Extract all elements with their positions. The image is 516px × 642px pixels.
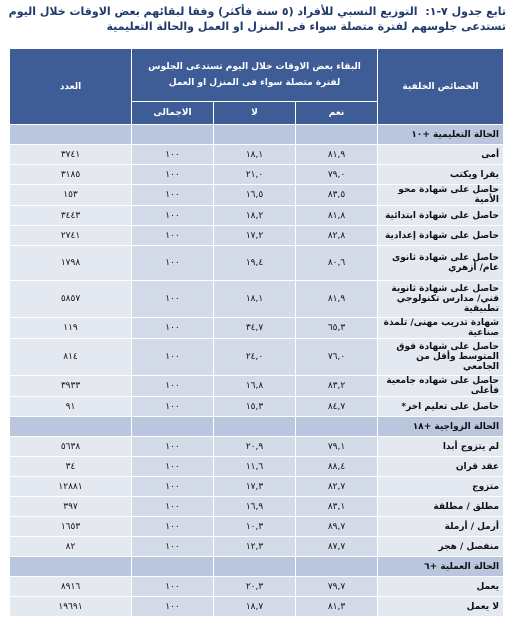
value-total: ١٠٠ bbox=[132, 318, 214, 339]
value-total: ١٠٠ bbox=[132, 226, 214, 246]
header-characteristics: الخصائص الخلفية bbox=[378, 49, 504, 125]
section-filler-cell bbox=[296, 125, 378, 145]
value-no: ١٩,٤ bbox=[214, 246, 296, 281]
value-no: ١٨,١ bbox=[214, 281, 296, 318]
value-no: ١١,٦ bbox=[214, 457, 296, 477]
table-row bbox=[10, 281, 504, 318]
table-row bbox=[10, 318, 504, 339]
value-total: ١٠٠ bbox=[132, 185, 214, 206]
value-total: ١٠٠ bbox=[132, 437, 214, 457]
header-total: الاجمالى bbox=[132, 102, 214, 125]
section-filler-cell bbox=[10, 125, 132, 145]
value-no: ١٨,٧ bbox=[214, 597, 296, 617]
value-total: ١٠٠ bbox=[132, 339, 214, 376]
section-filler-cell bbox=[132, 417, 214, 437]
table-row bbox=[10, 376, 504, 397]
section-filler-cell bbox=[132, 557, 214, 577]
value-count: ١١٩ bbox=[10, 318, 132, 339]
value-yes: ٨٣,٥ bbox=[296, 185, 378, 206]
value-count: ٩١ bbox=[10, 397, 132, 417]
value-total: ١٠٠ bbox=[132, 397, 214, 417]
value-no: ٢٠,٣ bbox=[214, 577, 296, 597]
value-total: ١٠٠ bbox=[132, 517, 214, 537]
value-yes: ٨٩,٧ bbox=[296, 517, 378, 537]
table-row bbox=[10, 145, 504, 165]
table-row bbox=[10, 226, 504, 246]
value-yes: ٨٢,٨ bbox=[296, 226, 378, 246]
value-total: ١٠٠ bbox=[132, 497, 214, 517]
table-number: تابع جدول ٧-١: bbox=[425, 5, 506, 18]
table-title-text: التوزيع النسبي للأفراد (٥ سنة فأكثر) وفقا لبقائهم بعض الاوقات خلال اليوم تستدعى جلوسهم لفترة متصلة سواء فى المنزل او العمل والحالة التعليمية bbox=[8, 5, 506, 33]
value-count: ١٩٦٩١ bbox=[10, 597, 132, 617]
value-count: ٥٨٥٧ bbox=[10, 281, 132, 318]
value-no: ١٦,٩ bbox=[214, 497, 296, 517]
row-label: حاصل على شهادة ثانوى عام/ أزهري bbox=[378, 246, 504, 281]
value-yes: ٨١,٣ bbox=[296, 597, 378, 617]
table-row bbox=[10, 597, 504, 617]
table-row bbox=[10, 457, 504, 477]
value-no: ٣٤,٧ bbox=[214, 318, 296, 339]
value-total: ١٠٠ bbox=[132, 206, 214, 226]
value-yes: ٨٠,٦ bbox=[296, 246, 378, 281]
value-total: ١٠٠ bbox=[132, 597, 214, 617]
value-count: ٣٤ bbox=[10, 457, 132, 477]
value-total: ١٠٠ bbox=[132, 376, 214, 397]
value-yes: ٦٥,٣ bbox=[296, 318, 378, 339]
row-label: حاصل على شهاده جامعية فأعلى bbox=[378, 376, 504, 397]
row-label: حاصل على تعليم اخر* bbox=[378, 397, 504, 417]
section-filler-cell bbox=[10, 557, 132, 577]
table-body bbox=[10, 125, 504, 617]
value-no: ٢٤,٠ bbox=[214, 339, 296, 376]
header-yes: نعم bbox=[296, 102, 378, 125]
table-row bbox=[10, 477, 504, 497]
value-yes: ٧٩,٠ bbox=[296, 165, 378, 185]
value-total: ١٠٠ bbox=[132, 537, 214, 557]
table-row bbox=[10, 185, 504, 206]
value-no: ١٢,٣ bbox=[214, 537, 296, 557]
section-filler-cell bbox=[296, 417, 378, 437]
row-label: أرمل / أرملة bbox=[378, 517, 504, 537]
row-label: حاصل على شهادة ابتدائية bbox=[378, 206, 504, 226]
value-total: ١٠٠ bbox=[132, 477, 214, 497]
section-title: الحالة الزواجية +١٨ bbox=[378, 417, 504, 437]
row-label: يقرا ويكتب bbox=[378, 165, 504, 185]
value-count: ٥٦٣٨ bbox=[10, 437, 132, 457]
section-filler-cell bbox=[214, 417, 296, 437]
row-label: منفصل / هجر bbox=[378, 537, 504, 557]
value-yes: ٧٩,٧ bbox=[296, 577, 378, 597]
table-row bbox=[10, 339, 504, 376]
row-label: حاصل على شهادة فوق المتوسط وأقل من الجامعي bbox=[378, 339, 504, 376]
value-count: ٨٢ bbox=[10, 537, 132, 557]
table-row bbox=[10, 246, 504, 281]
value-yes: ٨١,٩ bbox=[296, 281, 378, 318]
value-count: ١٧٩٨ bbox=[10, 246, 132, 281]
section-title: الحالة العملية +٦ bbox=[378, 557, 504, 577]
value-yes: ٨٣,٢ bbox=[296, 376, 378, 397]
value-total: ١٠٠ bbox=[132, 457, 214, 477]
value-count: ١٢٨٨١ bbox=[10, 477, 132, 497]
row-label: لم يتزوج أبدا bbox=[378, 437, 504, 457]
value-yes: ٨٣,١ bbox=[296, 497, 378, 517]
value-no: ١٨,١ bbox=[214, 145, 296, 165]
value-no: ١٨,٢ bbox=[214, 206, 296, 226]
section-row bbox=[10, 417, 504, 437]
value-total: ١٠٠ bbox=[132, 281, 214, 318]
value-no: ١٥,٣ bbox=[214, 397, 296, 417]
value-count: ٣١٨٥ bbox=[10, 165, 132, 185]
row-label: مطلق / مطلقة bbox=[378, 497, 504, 517]
data-table bbox=[9, 48, 504, 617]
value-count: ٣٩٧ bbox=[10, 497, 132, 517]
value-yes: ٨٤,٧ bbox=[296, 397, 378, 417]
value-no: ١٧,٣ bbox=[214, 477, 296, 497]
value-count: ٨١٤ bbox=[10, 339, 132, 376]
value-yes: ٨٢,٧ bbox=[296, 477, 378, 497]
section-row bbox=[10, 125, 504, 145]
section-filler-cell bbox=[10, 417, 132, 437]
table-row bbox=[10, 437, 504, 457]
row-label: أمى bbox=[378, 145, 504, 165]
value-total: ١٠٠ bbox=[132, 165, 214, 185]
value-total: ١٠٠ bbox=[132, 145, 214, 165]
table-row bbox=[10, 577, 504, 597]
section-title: الحالة التعليمية +١٠ bbox=[378, 125, 504, 145]
row-label: عقد قران bbox=[378, 457, 504, 477]
value-total: ١٠٠ bbox=[132, 577, 214, 597]
section-filler-cell bbox=[132, 125, 214, 145]
value-count: ٢٧٤١ bbox=[10, 226, 132, 246]
header-group: البقاء بعض الاوقات خلال اليوم تستدعى الجلوس لفترة متصلة سواء فى المنزل او العمل bbox=[132, 49, 378, 102]
value-total: ١٠٠ bbox=[132, 246, 214, 281]
table-row bbox=[10, 397, 504, 417]
table-row bbox=[10, 165, 504, 185]
value-count: ١٦٥٣ bbox=[10, 517, 132, 537]
value-no: ٢١,٠ bbox=[214, 165, 296, 185]
value-count: ٣٤٤٣ bbox=[10, 206, 132, 226]
value-yes: ٨١,٩ bbox=[296, 145, 378, 165]
row-label: حاصل على شهادة إعدادية bbox=[378, 226, 504, 246]
row-label: حاصل على شهادة محو الأمية bbox=[378, 185, 504, 206]
header-no: لا bbox=[214, 102, 296, 125]
value-count: ١٥٣ bbox=[10, 185, 132, 206]
table-row bbox=[10, 206, 504, 226]
value-yes: ٨١,٨ bbox=[296, 206, 378, 226]
value-yes: ٨٧,٧ bbox=[296, 537, 378, 557]
row-label: لا يعمل bbox=[378, 597, 504, 617]
row-label: متزوج bbox=[378, 477, 504, 497]
section-filler-cell bbox=[214, 125, 296, 145]
section-filler-cell bbox=[296, 557, 378, 577]
value-no: ١٦,٥ bbox=[214, 185, 296, 206]
table-row bbox=[10, 497, 504, 517]
value-no: ١٧,٢ bbox=[214, 226, 296, 246]
row-label: شهادة تدريب مهنى/ تلمذة صناعية bbox=[378, 318, 504, 339]
value-no: ١٠,٣ bbox=[214, 517, 296, 537]
value-no: ٢٠,٩ bbox=[214, 437, 296, 457]
row-label: حاصل على شهادة ثانوية فني/ مدارس تكنولوجي تطبيقية bbox=[378, 281, 504, 318]
section-filler-cell bbox=[214, 557, 296, 577]
value-no: ١٦,٨ bbox=[214, 376, 296, 397]
row-label: يعمل bbox=[378, 577, 504, 597]
value-count: ٣٩٣٣ bbox=[10, 376, 132, 397]
header-count: العدد bbox=[10, 49, 132, 125]
table-row bbox=[10, 517, 504, 537]
table-title bbox=[6, 4, 506, 34]
value-count: ٣٧٤١ bbox=[10, 145, 132, 165]
table-row bbox=[10, 537, 504, 557]
value-yes: ٨٨,٤ bbox=[296, 457, 378, 477]
section-row bbox=[10, 557, 504, 577]
value-yes: ٧٩,١ bbox=[296, 437, 378, 457]
value-yes: ٧٦,٠ bbox=[296, 339, 378, 376]
value-count: ٨٩١٦ bbox=[10, 577, 132, 597]
